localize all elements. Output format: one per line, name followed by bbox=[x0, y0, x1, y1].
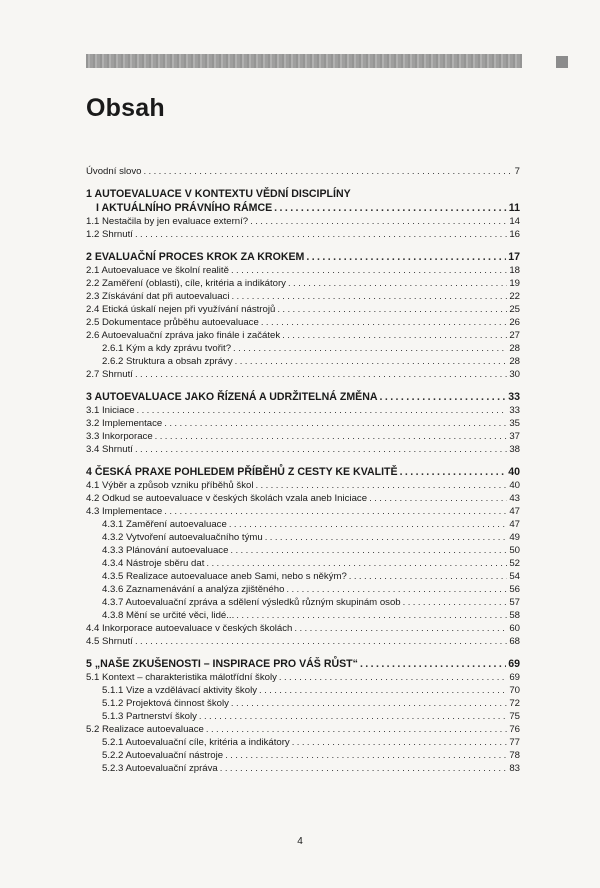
toc-entry-page: 22 bbox=[509, 291, 520, 302]
toc-entry-label: 4.5 Shrnutí bbox=[86, 636, 133, 647]
toc-entry-label: 5.1.2 Projektová činnost školy bbox=[102, 698, 229, 709]
toc-entry-page: 69 bbox=[509, 672, 520, 683]
toc-subsection-entry bbox=[86, 736, 520, 749]
page-title: Obsah bbox=[86, 94, 165, 122]
toc-entry-page: 50 bbox=[509, 545, 520, 556]
toc-dot-leader bbox=[403, 596, 508, 609]
toc-dot-leader bbox=[250, 215, 507, 228]
toc-entry-page: 57 bbox=[509, 597, 520, 608]
toc-section-entry bbox=[86, 492, 520, 505]
toc-dot-leader bbox=[206, 723, 507, 736]
toc-entry-label: 4.3 Implementace bbox=[86, 506, 163, 517]
toc-subsection-entry bbox=[86, 570, 520, 583]
toc-section-entry bbox=[86, 329, 520, 342]
toc-dot-leader bbox=[292, 736, 508, 749]
toc-entry-page: 28 bbox=[509, 343, 520, 354]
toc-section-entry bbox=[86, 277, 520, 290]
toc-section-entry bbox=[86, 368, 520, 381]
toc-entry-page: 68 bbox=[509, 636, 520, 647]
toc-subsection-entry bbox=[86, 544, 520, 557]
toc-entry-label: 4.3.2 Vytvoření autoevaluačního týmu bbox=[102, 532, 263, 543]
toc-dot-leader bbox=[229, 518, 508, 531]
toc-entry-label: 2.1 Autoevaluace ve školní realitě bbox=[86, 265, 229, 276]
toc-entry-page: 72 bbox=[509, 698, 520, 709]
toc-entry-label: 3 AUTOEVALUACE JAKO ŘÍZENÁ A UDRŽITELNÁ ZMĚNA bbox=[86, 391, 378, 403]
toc-entry-page: 26 bbox=[509, 317, 520, 328]
page-number: 4 bbox=[297, 836, 303, 847]
toc-entry-label: 4.3.7 Autoevaluační zpráva a sdělení výsledků různým skupinám osob bbox=[102, 597, 401, 608]
toc-entry-label: 3.4 Shrnutí bbox=[86, 444, 133, 455]
toc-dot-leader bbox=[220, 762, 508, 775]
toc-entry-label: 5 „NAŠE ZKUŠENOSTI – INSPIRACE PRO VÁŠ RŮST“ bbox=[86, 658, 358, 670]
toc-entry-label: 4.4 Inkorporace autoevaluace v českých školách bbox=[86, 623, 293, 634]
toc-subsection-entry bbox=[86, 762, 520, 775]
toc-dot-leader bbox=[143, 165, 512, 178]
toc-entry-page: 75 bbox=[509, 711, 520, 722]
toc-entry-label: 5.2 Realizace autoevaluace bbox=[86, 724, 204, 735]
toc-entry-page: 27 bbox=[509, 330, 520, 341]
toc-entry-page: 60 bbox=[509, 623, 520, 634]
toc-entry-label: 4.1 Výběr a způsob vzniku příběhů škol bbox=[86, 480, 254, 491]
toc-dot-leader bbox=[282, 329, 507, 342]
toc-section-entry bbox=[86, 443, 520, 456]
table-of-contents bbox=[86, 165, 520, 775]
toc-dot-leader bbox=[265, 531, 508, 544]
toc-dot-leader bbox=[274, 201, 507, 215]
toc-entry-page: 58 bbox=[509, 610, 520, 621]
toc-dot-leader bbox=[306, 250, 506, 264]
toc-entry-label: 2 EVALUAČNÍ PROCES KROK ZA KROKEM bbox=[86, 251, 305, 263]
toc-subsection-entry bbox=[86, 518, 520, 531]
toc-entry-page: 47 bbox=[509, 519, 520, 530]
toc-dot-leader bbox=[135, 368, 507, 381]
toc-section-entry bbox=[86, 430, 520, 443]
toc-section-entry bbox=[86, 264, 520, 277]
toc-entry-page: 47 bbox=[509, 506, 520, 517]
toc-section-entry bbox=[86, 316, 520, 329]
toc-entry-label: 1.2 Shrnutí bbox=[86, 229, 133, 240]
toc-entry-page: 38 bbox=[509, 444, 520, 455]
toc-subsection-entry bbox=[86, 684, 520, 697]
toc-entry-label: 1.1 Nestačila by jen evaluace externí? bbox=[86, 216, 249, 227]
toc-entry-page: 76 bbox=[509, 724, 520, 735]
toc-dot-leader bbox=[279, 671, 507, 684]
toc-entry-page: 17 bbox=[508, 251, 520, 263]
toc-dot-leader bbox=[369, 492, 507, 505]
toc-subsection-entry bbox=[86, 596, 520, 609]
toc-entry-label: 4.2 Odkud se autoevaluace v českých školách vzala aneb Iniciace bbox=[86, 493, 368, 504]
toc-entry-page: 37 bbox=[509, 431, 520, 442]
toc-section-entry bbox=[86, 165, 520, 178]
toc-dot-leader bbox=[231, 290, 507, 303]
toc-chapter-entry bbox=[86, 657, 520, 671]
toc-entry-page: 18 bbox=[509, 265, 520, 276]
toc-dot-leader bbox=[164, 505, 507, 518]
toc-dot-leader bbox=[288, 277, 507, 290]
toc-chapter-entry bbox=[86, 250, 520, 264]
toc-dot-leader bbox=[236, 609, 507, 622]
toc-entry-page: 69 bbox=[508, 658, 520, 670]
toc-dot-leader bbox=[380, 390, 507, 404]
toc-dot-leader bbox=[400, 465, 507, 479]
toc-entry-page: 40 bbox=[509, 480, 520, 491]
toc-entry-label: 4.3.3 Plánování autoevaluace bbox=[102, 545, 229, 556]
toc-entry-label: 3.3 Inkorporace bbox=[86, 431, 153, 442]
toc-entry-page: 77 bbox=[509, 737, 520, 748]
toc-entry-label: 2.4 Etická úskalí nejen při využívání nástrojů bbox=[86, 304, 276, 315]
toc-entry-page: 7 bbox=[514, 166, 520, 177]
toc-entry-page: 16 bbox=[509, 229, 520, 240]
toc-entry-page: 14 bbox=[509, 216, 520, 227]
toc-entry-label: I AKTUÁLNÍHO PRÁVNÍHO RÁMCE bbox=[96, 202, 273, 214]
toc-entry-label: 4.3.6 Zaznamenávání a analýza zjištěného bbox=[102, 584, 285, 595]
toc-entry-page: 70 bbox=[509, 685, 520, 696]
toc-section-entry bbox=[86, 671, 520, 684]
toc-dot-leader bbox=[349, 570, 508, 583]
toc-entry-page: 49 bbox=[509, 532, 520, 543]
toc-entry-page: 78 bbox=[509, 750, 520, 761]
toc-entry-label: 2.5 Dokumentace průběhu autoevaluace bbox=[86, 317, 259, 328]
toc-dot-leader bbox=[255, 479, 507, 492]
toc-entry-label: 4.3.5 Realizace autoevaluace aneb Sami, nebo s někým? bbox=[102, 571, 347, 582]
toc-entry-page: 43 bbox=[509, 493, 520, 504]
toc-dot-leader bbox=[137, 404, 508, 417]
header-decorative-square bbox=[556, 56, 568, 68]
toc-entry-label: 5.2.2 Autoevaluační nástroje bbox=[102, 750, 224, 761]
toc-section-entry bbox=[86, 635, 520, 648]
toc-entry-label: 5.2.1 Autoevaluační cíle, kritéria a indikátory bbox=[102, 737, 290, 748]
toc-entry-label: Úvodní slovo bbox=[86, 166, 142, 177]
toc-section-entry bbox=[86, 228, 520, 241]
toc-chapter-title: 1 AUTOEVALUACE V KONTEXTU VĚDNÍ DISCIPLÍNY bbox=[86, 188, 351, 200]
toc-entry-label: 4 ČESKÁ PRAXE POHLEDEM PŘÍBĚHŮ Z CESTY KE KVALITĚ bbox=[86, 466, 398, 478]
toc-entry-page: 25 bbox=[509, 304, 520, 315]
toc-chapter-entry bbox=[86, 201, 520, 215]
toc-entry-page: 54 bbox=[509, 571, 520, 582]
toc-subsection-entry bbox=[86, 531, 520, 544]
toc-chapter-entry bbox=[86, 390, 520, 404]
toc-section-entry bbox=[86, 404, 520, 417]
toc-entry-label: 5.2.3 Autoevaluační zpráva bbox=[102, 763, 218, 774]
toc-entry-page: 30 bbox=[509, 369, 520, 380]
toc-subsection-entry bbox=[86, 355, 520, 368]
toc-entry-label: 2.2 Zaměření (oblasti), cíle, kritéria a indikátory bbox=[86, 278, 286, 289]
toc-subsection-entry bbox=[86, 609, 520, 622]
toc-entry-label: 2.6.2 Struktura a obsah zprávy bbox=[102, 356, 233, 367]
toc-section-entry bbox=[86, 479, 520, 492]
toc-dot-leader bbox=[231, 697, 507, 710]
toc-entry-page: 35 bbox=[509, 418, 520, 429]
toc-entry-label: 4.3.4 Nástroje sběru dat bbox=[102, 558, 205, 569]
toc-dot-leader bbox=[277, 303, 507, 316]
toc-section-entry bbox=[86, 303, 520, 316]
toc-entry-page: 28 bbox=[509, 356, 520, 367]
toc-subsection-entry bbox=[86, 749, 520, 762]
toc-dot-leader bbox=[135, 443, 507, 456]
toc-subsection-entry bbox=[86, 697, 520, 710]
toc-subsection-entry bbox=[86, 342, 520, 355]
toc-dot-leader bbox=[206, 557, 507, 570]
toc-section-entry bbox=[86, 417, 520, 430]
toc-dot-leader bbox=[199, 710, 507, 723]
toc-dot-leader bbox=[135, 635, 507, 648]
toc-subsection-entry bbox=[86, 710, 520, 723]
toc-dot-leader bbox=[360, 657, 506, 671]
toc-dot-leader bbox=[231, 264, 507, 277]
toc-entry-page: 52 bbox=[509, 558, 520, 569]
toc-dot-leader bbox=[259, 684, 507, 697]
toc-dot-leader bbox=[230, 544, 507, 557]
toc-dot-leader bbox=[225, 749, 507, 762]
toc-subsection-entry bbox=[86, 557, 520, 570]
toc-dot-leader bbox=[135, 228, 507, 241]
toc-dot-leader bbox=[155, 430, 508, 443]
toc-entry-page: 40 bbox=[508, 466, 520, 478]
toc-entry-label: 5.1.3 Partnerství školy bbox=[102, 711, 197, 722]
toc-entry-label: 4.3.8 Mění se určité věci, lidé... bbox=[102, 610, 235, 621]
toc-entry-label: 2.6 Autoevaluační zpráva jako finále i začátek bbox=[86, 330, 281, 341]
toc-entry-label: 5.1 Kontext – charakteristika málotřídní školy bbox=[86, 672, 277, 683]
toc-entry-page: 19 bbox=[509, 278, 520, 289]
toc-subsection-entry bbox=[86, 583, 520, 596]
toc-dot-leader bbox=[235, 355, 508, 368]
toc-entry-page: 56 bbox=[509, 584, 520, 595]
toc-entry-page: 11 bbox=[508, 202, 520, 214]
toc-entry-label: 2.3 Získávání dat při autoevaluaci bbox=[86, 291, 230, 302]
toc-section-entry bbox=[86, 505, 520, 518]
toc-entry-label: 2.6.1 Kým a kdy zprávu tvořit? bbox=[102, 343, 232, 354]
toc-entry-label: 5.1.1 Vize a vzdělávací aktivity školy bbox=[102, 685, 257, 696]
toc-dot-leader bbox=[286, 583, 507, 596]
toc-section-entry bbox=[86, 290, 520, 303]
toc-dot-leader bbox=[261, 316, 508, 329]
toc-dot-leader bbox=[164, 417, 507, 430]
toc-entry-page: 33 bbox=[508, 391, 520, 403]
toc-chapter-entry bbox=[86, 465, 520, 479]
toc-entry-label: 4.3.1 Zaměření autoevaluace bbox=[102, 519, 227, 530]
toc-entry-page: 83 bbox=[509, 763, 520, 774]
toc-entry-label: 3.1 Iniciace bbox=[86, 405, 135, 416]
header-decorative-band bbox=[86, 54, 522, 68]
toc-section-entry bbox=[86, 723, 520, 736]
toc-section-entry bbox=[86, 622, 520, 635]
toc-section-entry bbox=[86, 215, 520, 228]
toc-entry-page: 33 bbox=[509, 405, 520, 416]
toc-entry-label: 3.2 Implementace bbox=[86, 418, 163, 429]
toc-entry-label: 2.7 Shrnutí bbox=[86, 369, 133, 380]
toc-dot-leader bbox=[294, 622, 507, 635]
toc-dot-leader bbox=[233, 342, 507, 355]
